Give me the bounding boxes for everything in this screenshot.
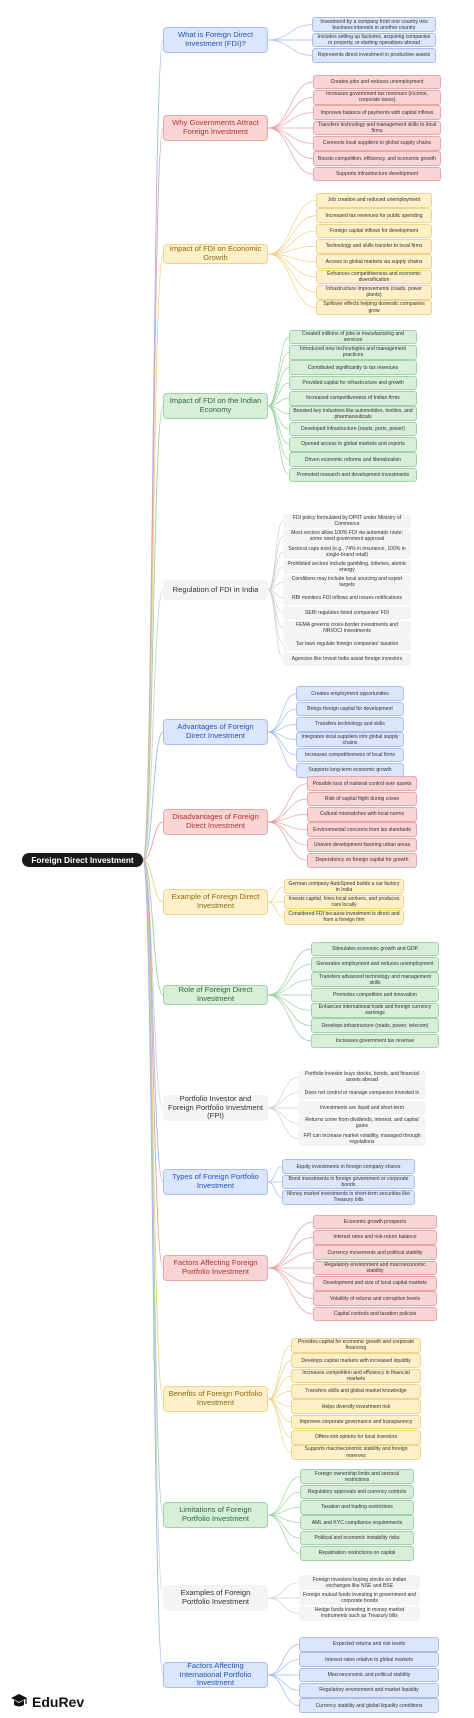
leaf-link (268, 406, 289, 460)
leaf-item: Regulatory environment and macroeconomic stability (313, 1261, 437, 1276)
leaf-link (268, 1399, 291, 1437)
leaf-item: Sectoral caps exist (e.g., 74% in insurance, 100% in single-brand retail) (283, 544, 411, 559)
leaf-item: Regulatory environment and market liquidity (299, 1683, 439, 1698)
leaf-link (268, 949, 311, 995)
leaf-item: Boosted key industries like automobiles, textiles, and pharmaceuticals (289, 406, 417, 421)
logo-text: EduRev (32, 1694, 85, 1710)
leaf-item: Equity investments in foreign company shares (282, 1159, 415, 1174)
leaf-item: Enhances international trade and foreign currency earnings (311, 1003, 439, 1018)
leaf-item: Driven economic reforms and liberalization (289, 452, 417, 467)
leaf-item: Develops infrastructure (roads, power, telecom) (311, 1018, 439, 1033)
leaf-item: Prohibited sectors include gambling, lotteries, atomic energy (283, 560, 411, 575)
leaf-item: Economic growth prospects (313, 1215, 437, 1230)
leaf-item: Currency stability and global liquidity conditions (299, 1698, 439, 1713)
leaf-item: Stimulates economic growth and GDP (311, 942, 439, 957)
leaf-link (268, 1268, 313, 1314)
leaf-link (268, 822, 307, 860)
leaf-item: Invests capital, hires local workers, and produces cars locally (284, 895, 404, 910)
branch-11[interactable]: Types of Foreign Portfolio Investment (163, 1169, 268, 1195)
leaf-item: Job creation and reduced unemployment (316, 193, 432, 208)
leaf-item: Provides capital for economic growth and corporate financing (291, 1338, 421, 1353)
leaf-item: Increased tax revenues for public spending (316, 208, 432, 223)
leaf-item: Developed infrastructure (roads, ports, power) (289, 422, 417, 437)
leaf-link (268, 1598, 299, 1613)
leaf-link (268, 200, 316, 254)
leaf-link (268, 590, 283, 644)
leaf-link (268, 1268, 313, 1299)
leaf-item: Does not control or manage companies invested in (298, 1085, 426, 1100)
leaf-item: Created millions of jobs in manufacturing and services (289, 330, 417, 345)
leaf-item: Environmental concerns from lax standards (307, 822, 417, 837)
leaf-item: Portfolio investor buys stocks, bonds, and financial assets abroad (298, 1070, 426, 1085)
leaf-link (268, 732, 296, 770)
branch-4[interactable]: Impact of FDI on the Indian Economy (163, 393, 268, 419)
leaf-item: Connects local suppliers to global supply chains (313, 136, 441, 151)
leaf-link (268, 1182, 282, 1197)
root-link-13 (143, 860, 163, 1399)
branch-15[interactable]: Examples of Foreign Portfolio Investment (163, 1585, 268, 1611)
leaf-item: Bond investments in foreign government or corporate bonds (282, 1175, 415, 1190)
leaf-item: Improves balance of payments with capital inflows (313, 105, 441, 120)
leaf-item: Macroeconomic and political stability (299, 1668, 439, 1683)
leaf-item: Regulatory approvals and currency controls (300, 1485, 414, 1500)
leaf-link (268, 254, 316, 308)
leaf-item: Represents direct investment in productive assets (312, 48, 436, 63)
leaf-item: Promoted research and development investments (289, 468, 417, 483)
leaf-item: Offers exit options for local investors (291, 1430, 421, 1445)
edurev-logo (10, 1692, 84, 1712)
leaf-item: Creates jobs and reduces unemployment (313, 75, 441, 90)
leaf-item: Access to global markets via supply chains (316, 254, 432, 269)
leaf-item: FDI policy formulated by DPIIT under Ministry of Commerce (283, 514, 411, 529)
branch-1[interactable]: What is Foreign Direct Investment (FDI)? (163, 27, 268, 53)
leaf-item: Returns come from dividends, interest, and capital gains (298, 1116, 426, 1131)
leaf-item: Increases competition and efficiency in financial markets (291, 1369, 421, 1384)
leaf-item: Interest rates and risk-return balance (313, 1230, 437, 1245)
leaf-link (268, 1268, 313, 1283)
leaf-item: Brings foreign capital for development (296, 702, 404, 717)
leaf-link (268, 980, 311, 995)
leaf-item: Transfers skills and global market knowledge (291, 1384, 421, 1399)
branch-6[interactable]: Advantages of Foreign Direct Investment (163, 719, 268, 745)
leaf-item: FPI can increase market volatility, managed through regulations (298, 1131, 426, 1146)
leaf-link (268, 25, 312, 40)
leaf-item: Develops capital markets with increased liquidity (291, 1353, 421, 1368)
leaf-item: Foreign ownership limits and sectoral restrictions (300, 1469, 414, 1484)
branch-2[interactable]: Why Governments Attract Foreign Investment (163, 115, 268, 141)
leaf-item: Generates employment and reduces unemployment (311, 957, 439, 972)
leaf-link (268, 113, 313, 128)
leaf-item: Provided capital for infrastructure and growth (289, 376, 417, 391)
leaf-item: Opened access to global markets and exports (289, 437, 417, 452)
leaf-link (268, 902, 284, 917)
leaf-item: Contributed significantly to tax revenues (289, 360, 417, 375)
leaf-item: AML and KYC compliance requirements (300, 1515, 414, 1530)
branch-5[interactable]: Regulation of FDI in India (163, 580, 268, 600)
leaf-link (268, 521, 283, 590)
leaf-item: Interest rates relative to global markets (299, 1652, 439, 1667)
leaf-item: Investment by a company from one country into business interests in another country (312, 17, 436, 32)
leaf-link (268, 1108, 298, 1139)
leaf-item: Enhances competitiveness and economic diversification (316, 270, 432, 285)
leaf-item: Foreign investors buying stocks on Indian exchanges like NSE and BSE (299, 1575, 420, 1590)
leaf-item: Most sectors allow 100% FDI via automatic route; some need government approval (283, 529, 411, 544)
leaf-item: Creates employment opportunities (296, 686, 404, 701)
branch-13[interactable]: Benefits of Foreign Portfolio Investment (163, 1386, 268, 1412)
leaf-item: Spillover effects helping domestic companies grow (316, 300, 432, 315)
leaf-item: Political and economic instability risks (300, 1531, 414, 1546)
leaf-item: Dependency on foreign capital for growth (307, 853, 417, 868)
leaf-link (268, 964, 311, 995)
branch-14[interactable]: Limitations of Foreign Portfolio Investment (163, 1502, 268, 1528)
leaf-item: Improves corporate governance and transparency (291, 1415, 421, 1430)
leaf-link (268, 1093, 298, 1108)
leaf-link (268, 995, 311, 1041)
branch-7[interactable]: Disadvantages of Foreign Direct Investment (163, 809, 268, 835)
leaf-link (268, 254, 316, 292)
leaf-item: Supports long-term economic growth (296, 763, 404, 778)
leaf-item: Foreign capital inflows for development (316, 224, 432, 239)
leaf-item: Expected returns and risk levels (299, 1637, 439, 1652)
leaf-item: Money market investments in short-term securities like Treasury bills (282, 1190, 415, 1205)
leaf-item: RBI monitors FDI inflows and issues notifications (283, 590, 411, 605)
graduation-cap-icon (10, 1693, 28, 1711)
leaf-item: Risk of capital flight during crises (307, 792, 417, 807)
leaf-item: Considered FDI because investment is direct and from a foreign firm (284, 910, 404, 925)
leaf-link (268, 216, 316, 254)
leaf-item: Capital controls and taxation policies (313, 1307, 437, 1322)
leaf-item: Volatility of returns and corruption levels (313, 1291, 437, 1306)
leaf-item: Currency movements and political stability (313, 1245, 437, 1260)
root-node: Foreign Direct Investment (22, 853, 143, 867)
leaf-item: Hedge funds investing in money market instruments such as Treasury bills (299, 1606, 420, 1621)
leaf-link (268, 694, 296, 732)
branch-16[interactable]: Factors Affecting International Portfolio Investment (163, 1662, 268, 1688)
leaf-item: Development and size of local capital markets (313, 1276, 437, 1291)
leaf-item: Introduced new technologies and management practices (289, 345, 417, 360)
leaf-link (268, 1237, 313, 1268)
leaf-link (268, 1644, 299, 1675)
leaf-item: Possible loss of national control over assets (307, 776, 417, 791)
leaf-link (268, 590, 283, 659)
leaf-item: Increases government tax revenue (311, 1034, 439, 1049)
leaf-link (268, 995, 311, 1026)
leaf-link (268, 352, 289, 406)
leaf-link (268, 337, 289, 406)
leaf-link (268, 887, 284, 902)
leaf-link (268, 82, 313, 128)
leaf-link (268, 1345, 291, 1399)
leaf-link (268, 128, 313, 159)
leaf-link (268, 1675, 299, 1690)
leaf-link (268, 1222, 313, 1268)
leaf-item: Technology and skills transfer to local firms (316, 239, 432, 254)
leaf-item: Transfers technology and skills (296, 717, 404, 732)
leaf-item: Increased competitiveness of Indian firms (289, 391, 417, 406)
leaf-item: Supports macroeconomic stability and foreign reserves (291, 1445, 421, 1460)
leaf-link (268, 406, 289, 475)
leaf-item: Increases competitiveness of local firms (296, 748, 404, 763)
leaf-link (268, 1477, 300, 1515)
branch-10[interactable]: Portfolio Investor and Foreign Portfolio Investment (FPI) (163, 1095, 268, 1121)
branch-3[interactable]: Impact of FDI on Economic Growth (163, 244, 268, 264)
leaf-link (268, 97, 313, 128)
leaf-item: Repatriation restrictions on capital (300, 1546, 414, 1561)
leaf-item: Tax laws regulate foreign companies' taxation (283, 636, 411, 651)
leaf-item: Helps diversify investment risk (291, 1399, 421, 1414)
leaf-link (268, 1399, 291, 1453)
leaf-link (268, 128, 313, 143)
leaf-link (268, 536, 283, 590)
root-link-14 (143, 860, 163, 1515)
leaf-item: Conditions may include local sourcing and export targets (283, 575, 411, 590)
leaf-link (268, 1253, 313, 1268)
leaf-item: FEMA governs cross-border investments and NRI/OCI investments (283, 621, 411, 636)
leaf-link (268, 1660, 299, 1675)
leaf-link (268, 1108, 298, 1123)
leaf-item: Foreign mutual funds investing in government and corporate bonds (299, 1591, 420, 1606)
leaf-item: Increases government tax revenues (income, corporate taxes) (313, 90, 441, 105)
leaf-item: Cultural mismatches with local norms (307, 807, 417, 822)
leaf-link (268, 1167, 282, 1182)
leaf-item: Agencies like Invest India assist foreign investors (283, 652, 411, 667)
leaf-item: German company AutoSpeed builds a car factory in India (284, 879, 404, 894)
leaf-item: Transfers technology and management skills to local firms (313, 121, 441, 136)
leaf-item: SEBI regulates listed companies' FDI (283, 606, 411, 621)
leaf-item: Infrastructure improvements (roads, power plants) (316, 285, 432, 300)
leaf-link (268, 1077, 298, 1108)
leaf-link (268, 1583, 299, 1598)
root-link-3 (143, 254, 163, 860)
leaf-item: Promotes competition and innovation (311, 988, 439, 1003)
leaf-item: Transfers advanced technology and management skills (311, 972, 439, 987)
leaf-item: Integrates local suppliers into global supply chains (296, 732, 404, 747)
branch-12[interactable]: Factors Affecting Foreign Portfolio Investment (163, 1255, 268, 1281)
leaf-link (268, 995, 311, 1010)
leaf-link (268, 128, 313, 174)
leaf-link (268, 784, 307, 822)
leaf-item: Boosts competition, efficiency, and economic growth (313, 151, 441, 166)
leaf-link (268, 1675, 299, 1706)
leaf-item: Investments are liquid and short-term (298, 1101, 426, 1116)
root-link-2 (143, 128, 163, 860)
leaf-item: Includes setting up factories, acquiring companies or property, or starting operations abroad (312, 33, 436, 48)
leaf-link (268, 1361, 291, 1399)
leaf-item: Taxation and trading restrictions (300, 1500, 414, 1515)
branch-8[interactable]: Example of Foreign Direct Investment (163, 889, 268, 915)
leaf-item: Uneven development favoring urban areas (307, 838, 417, 853)
branch-9[interactable]: Role of Foreign Direct Investment (163, 985, 268, 1005)
leaf-link (268, 40, 312, 55)
leaf-link (268, 1515, 300, 1553)
leaf-item: Supports infrastructure development (313, 167, 441, 182)
